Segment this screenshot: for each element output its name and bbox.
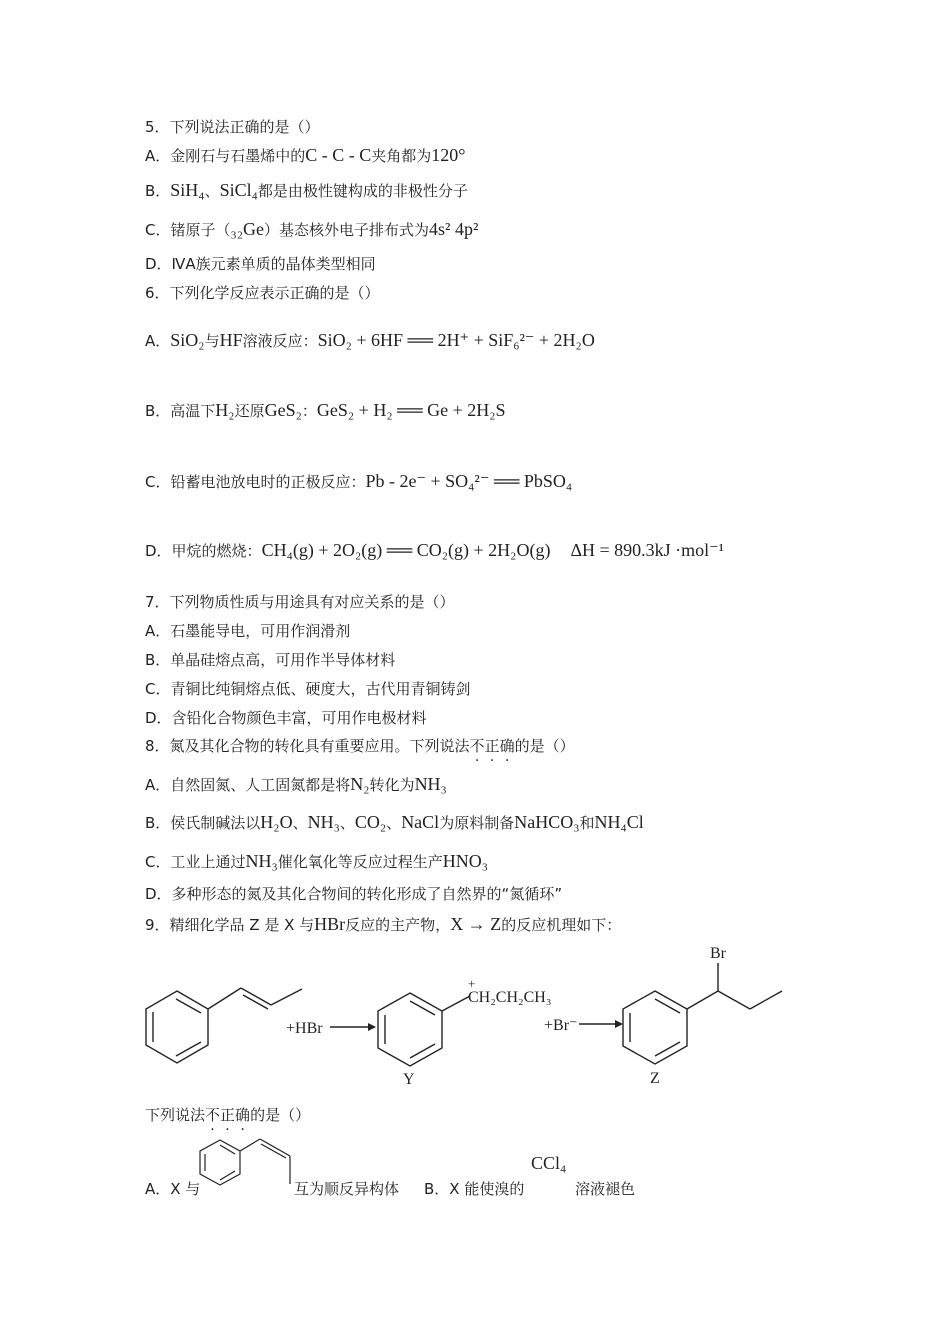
q8-a-text: A．自然固氮、人工固氮都是将 [145, 776, 351, 794]
q5-option-a [145, 145, 466, 166]
bond-y-1 [442, 996, 470, 1011]
q8-emph-1: 不 [469, 737, 485, 755]
benzene-ring-y [378, 993, 442, 1066]
q9-sub-post: 的是（） [250, 1106, 311, 1124]
q9-a-text: A．X 与 [145, 1180, 201, 1198]
q9-sub-pre: 下列说法 [145, 1106, 206, 1124]
benzene-ring-x [146, 991, 208, 1063]
q5-b-sep: 、 [204, 182, 220, 200]
q9-emph-1: 不 [205, 1106, 221, 1124]
q6-c-equation: Pb - 2e⁻ + SO₄²⁻ ══ PbSO₄ [365, 471, 573, 491]
q9-option-b: B．X 能使溴的 [424, 1180, 525, 1198]
q9-emph-3: 确 [235, 1106, 251, 1124]
q5-a-angle: 120° [431, 145, 466, 165]
q8-stem-pre: 8．氮及其化合物的转化具有重要应用。下列说法 [145, 737, 470, 755]
q9-stem [145, 914, 621, 935]
q6-option-c [145, 471, 572, 492]
q6-a-formula2: HF [219, 330, 243, 350]
q8-stem-post: 的是（） [514, 737, 575, 755]
q6-option-a [145, 330, 595, 351]
q5-option-c [145, 219, 478, 240]
q8-b-text: B．侯氏制碱法以 [145, 814, 261, 832]
q9-b-formula: CCl₄ [531, 1153, 567, 1173]
carbocation-charge: + [468, 976, 476, 991]
q8-option-d: D．多种形态的氮及其化合物间的转化形成了自然界的“氮循环” [145, 885, 563, 903]
q8-c-hno3: HNO₃ [442, 851, 489, 871]
bond-z-2 [718, 991, 750, 1009]
q5-a-mid: 夹角都为 [371, 147, 432, 165]
q9-stem-pre: 9．精细化学品 Z 是 X 与 [145, 916, 315, 934]
q5-b-label: B． [145, 182, 171, 200]
q6-a-equation: SiO₂ + 6HF ══ 2H⁺ + SiF₆²⁻ + 2H₂O [317, 330, 595, 350]
cis-isomer-structure [190, 1136, 300, 1200]
q6-b-equation: GeS₂ + H₂ ══ Ge + 2H₂S [316, 400, 506, 420]
q9-stem-mid: 反应的主产物， [345, 916, 451, 934]
q6-b-formula2: GeS₂ [264, 400, 302, 420]
q8-b-nh3: NH₃ [307, 812, 340, 832]
q6-b-colon: ： [301, 402, 317, 420]
q6-a-formula1: SiO₂ [170, 330, 205, 350]
q6-option-d [145, 540, 724, 561]
q9-option-b-post: 溶液褪色 [575, 1180, 636, 1198]
q8-c-nh3: NH₃ [245, 851, 278, 871]
q8-emph-2: 正 [484, 737, 500, 755]
q8-b-sep3: 、 [386, 814, 402, 832]
q7-option-a: A．石墨能导电，可用作润滑剂 [145, 622, 351, 640]
q6-d-text: D．甲烷的燃烧： [145, 542, 262, 560]
q8-b-nacl: NaCl [401, 812, 440, 832]
q9-stem-arrow: X → Z [450, 914, 502, 934]
q6-b-text: B．高温下 [145, 402, 216, 420]
q8-option-b [145, 812, 644, 833]
q5-option-b [145, 180, 468, 201]
q7-option-b: B．单晶硅熔点高，可用作半导体材料 [145, 651, 396, 669]
q8-c-mid: 催化氧化等反应过程生产 [277, 853, 443, 871]
reagent-bromide: +Br⁻ [544, 1017, 578, 1034]
bond-x-1 [208, 988, 241, 1009]
q9-option-a [145, 1179, 200, 1199]
q6-a-mid1: 与 [204, 332, 220, 350]
q8-option-a [145, 774, 447, 795]
q8-b-sep2: 、 [339, 814, 355, 832]
bromine-atom: Br [710, 945, 726, 962]
benzene-ring-z [623, 991, 687, 1064]
q6-d-equation: CH₄(g) + 2O₂(g) ══ CO₂(g) + 2H₂O(g) [261, 540, 551, 560]
q5-stem: 5．下列说法正确的是（） [145, 118, 320, 136]
q8-c-text: C．工业上通过 [145, 853, 246, 871]
bond-z-3 [750, 991, 782, 1009]
bond-x-3 [271, 989, 302, 1005]
q8-stem [145, 736, 575, 756]
q8-b-mid: 为原料制备 [439, 814, 515, 832]
q8-b-and: 和 [579, 814, 595, 832]
q9-stem-hbr: HBr [314, 914, 346, 934]
q6-c-text: C．铅蓄电池放电时的正极反应： [145, 473, 366, 491]
q8-b-sep1: 、 [292, 814, 308, 832]
q9-stem-post: 的反应机理如下： [501, 916, 622, 934]
q9-option-a-post: 互为顺反异构体 [294, 1180, 400, 1198]
reaction-scheme [0, 938, 950, 1098]
q7-option-d: D．含铅化合物颜色丰富，可用作电极材料 [145, 709, 427, 727]
q6-d-enthalpy: ΔH = 890.3kJ ·mol⁻¹ [570, 540, 725, 560]
q5-c-text: C．锗原子（ [145, 221, 231, 239]
label-z: Z [650, 1070, 660, 1087]
q5-a-text: A．金刚石与石墨烯中的 [145, 147, 306, 165]
q7-stem: 7．下列物质性质与用途具有对应关系的是（） [145, 593, 455, 611]
q6-a-mid2: 溶液反应： [242, 332, 318, 350]
q6-b-mid: 还原 [234, 402, 265, 420]
q5-b-text: 都是由极性键构成的非极性分子 [257, 182, 468, 200]
q8-b-nahco3: NaHCO₃ [514, 812, 580, 832]
q8-emph-3: 确 [499, 737, 515, 755]
q6-b-formula1: H₂ [215, 400, 235, 420]
q8-option-c [145, 851, 488, 872]
q5-a-formula: C - C - C [305, 145, 372, 165]
propyl-chain: CH₂CH₂CH₃ [468, 989, 552, 1006]
q6-a-label: A． [145, 332, 171, 350]
q5-b-formula2: SiCl₄ [219, 180, 258, 200]
q9-emph-2: 正 [220, 1106, 236, 1124]
q8-b-co2: CO₂ [354, 812, 387, 832]
q5-c-config: 4s² 4p² [429, 219, 479, 239]
q5-c-mid: ）基态核外电子排布式为 [264, 221, 430, 239]
q5-option-d: D．ⅣA族元素单质的晶体类型相同 [145, 255, 376, 273]
q8-a-mid: 转化为 [369, 776, 415, 794]
q7-option-c: C．青铜比纯铜熔点低、硬度大，古代用青铜铸剑 [145, 680, 471, 698]
label-y: Y [403, 1071, 415, 1088]
q5-c-ge: ₃₂Ge [230, 219, 265, 239]
bond-z-1 [687, 991, 718, 1009]
q8-a-formula1: N₂ [350, 774, 370, 794]
q9-b-ccl4 [531, 1153, 566, 1174]
q6-stem: 6．下列化学反应表示正确的是（） [145, 284, 380, 302]
q6-option-b [145, 400, 506, 421]
q8-b-nh4cl: NH₄Cl [594, 812, 644, 832]
q8-b-h2o: H₂O [260, 812, 293, 832]
q5-b-formula1: SiH₄ [170, 180, 205, 200]
reagent-hbr: +HBr [286, 1020, 323, 1037]
q8-a-formula2: NH₃ [414, 774, 447, 794]
q9-sub-stem [145, 1105, 310, 1125]
